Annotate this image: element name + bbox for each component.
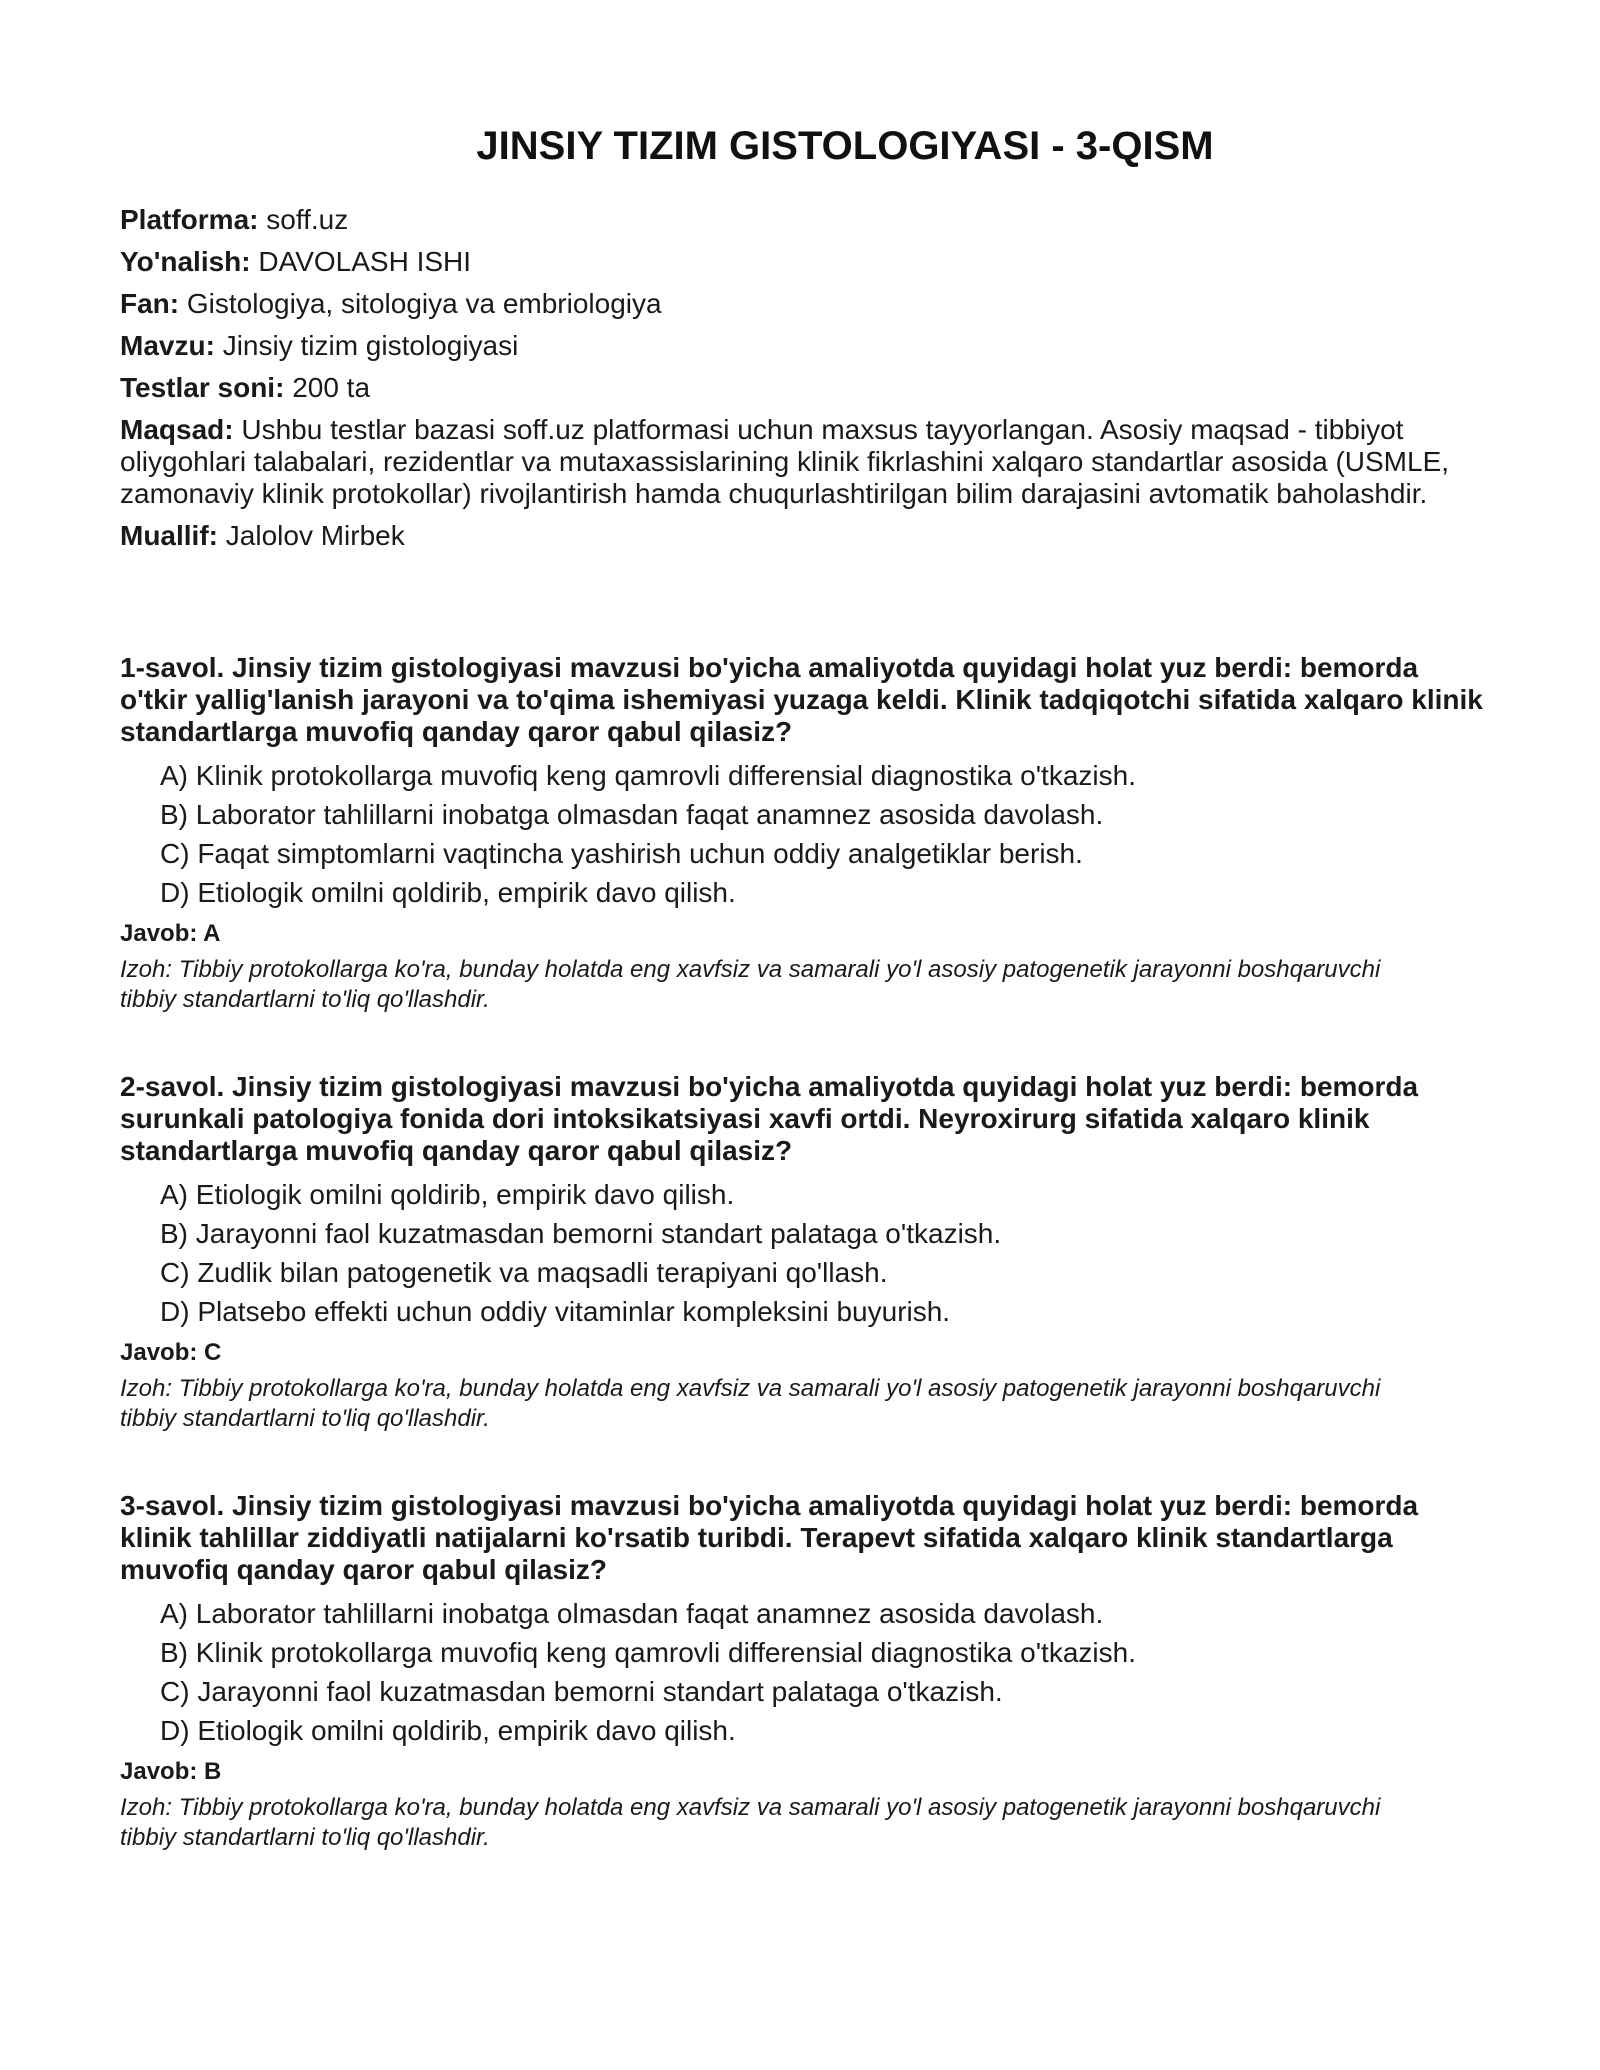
- option-c: C) Faqat simptomlarni vaqtincha yashirish uchun oddiy analgetiklar berish.: [160, 838, 1083, 869]
- meta-direction: [120, 246, 1490, 278]
- option-b: B) Jarayonni faol kuzatmasdan bemorni standart palataga o'tkazish.: [160, 1218, 1002, 1249]
- meta-label: Maqsad:: [120, 414, 234, 445]
- answer-options: [120, 1598, 1490, 1747]
- option-a: A) Etiologik omilni qoldirib, empirik davo qilish.: [160, 1179, 735, 1210]
- meta-label: Yo'nalish:: [120, 246, 251, 277]
- meta-subject: [120, 288, 1490, 320]
- option-a: A) Klinik protokollarga muvofiq keng qamrovli differensial diagnostika o'tkazish.: [160, 760, 1136, 791]
- document-title: JINSIY TIZIM GISTOLOGIYASI - 3-QISM: [476, 124, 1214, 168]
- question-1: [120, 652, 1490, 1015]
- meta-label: Muallif:: [120, 520, 218, 551]
- meta-label: Fan:: [120, 288, 180, 319]
- document-page: [120, 118, 1490, 1909]
- meta-author: [120, 520, 1490, 552]
- question-text: 1-savol. Jinsiy tizim gistologiyasi mavzusi bo'yicha amaliyotda quyidagi holat yuz berdi: bemorda o'tkir yallig'lanish jarayoni va to'qima ishemiyasi yuzaga keldi. Klinik tadqiqotchi sifatida xalqaro klinik standartlarga muvofiq qanday qaror qabul qilasiz?: [120, 652, 1483, 747]
- explanation: Izoh: Tibbiy protokollarga ko'ra, bunday holatda eng xavfsiz va samarali yo'l asosiy patogenetik jarayonni boshqaruvchi tibbiy standartlarni to'liq qo'llashdir.: [120, 956, 1381, 1013]
- correct-answer: Javob: C: [120, 1339, 222, 1366]
- option-a: A) Laborator tahlillarni inobatga olmasdan faqat anamnez asosida davolash.: [160, 1598, 1104, 1629]
- option-b: B) Laborator tahlillarni inobatga olmasdan faqat anamnez asosida davolash.: [160, 799, 1104, 830]
- meta-test-count: [120, 372, 1490, 404]
- option-c: C) Zudlik bilan patogenetik va maqsadli terapiyani qo'llash.: [160, 1257, 888, 1288]
- meta-label: Testlar soni:: [120, 372, 285, 403]
- option-b: B) Klinik protokollarga muvofiq keng qamrovli differensial diagnostika o'tkazish.: [160, 1637, 1136, 1668]
- meta-label: Mavzu:: [120, 330, 215, 361]
- meta-value: soff.uz: [266, 204, 349, 235]
- correct-answer: Javob: A: [120, 920, 221, 947]
- question-3: [120, 1490, 1490, 1853]
- question-text: 3-savol. Jinsiy tizim gistologiyasi mavzusi bo'yicha amaliyotda quyidagi holat yuz berdi: bemorda klinik tahlillar ziddiyatli natijalarni ko'rsatib turibdi. Terapevt sifatida xalqaro klinik standartlarga muvofiq qanday qaror qabul qilasiz?: [120, 1490, 1419, 1585]
- meta-goal: [120, 414, 1490, 510]
- meta-value: Jinsiy tizim gistologiyasi: [222, 330, 519, 361]
- explanation: Izoh: Tibbiy protokollarga ko'ra, bunday holatda eng xavfsiz va samarali yo'l asosiy patogenetik jarayonni boshqaruvchi tibbiy standartlarni to'liq qo'llashdir.: [120, 1375, 1381, 1432]
- answer-options: [120, 760, 1490, 909]
- section-spacer: [120, 562, 1490, 652]
- option-c: C) Jarayonni faol kuzatmasdan bemorni standart palataga o'tkazish.: [160, 1676, 1003, 1707]
- option-d: D) Platsebo effekti uchun oddiy vitaminlar kompleksini buyurish.: [160, 1296, 951, 1327]
- meta-label: Platforma:: [120, 204, 259, 235]
- metadata-block: [120, 204, 1490, 552]
- meta-value: Gistologiya, sitologiya va embriologiya: [186, 288, 662, 319]
- meta-value: DAVOLASH ISHI: [258, 246, 472, 277]
- meta-topic: [120, 330, 1490, 362]
- question-2: [120, 1071, 1490, 1434]
- correct-answer: Javob: B: [120, 1758, 222, 1785]
- meta-platform: [120, 204, 1490, 236]
- option-d: D) Etiologik omilni qoldirib, empirik davo qilish.: [160, 1715, 736, 1746]
- explanation: Izoh: Tibbiy protokollarga ko'ra, bunday holatda eng xavfsiz va samarali yo'l asosiy patogenetik jarayonni boshqaruvchi tibbiy standartlarni to'liq qo'llashdir.: [120, 1794, 1381, 1851]
- meta-value: 200 ta: [292, 372, 371, 403]
- answer-options: [120, 1179, 1490, 1328]
- option-d: D) Etiologik omilni qoldirib, empirik davo qilish.: [160, 877, 736, 908]
- meta-value: Jalolov Mirbek: [225, 520, 405, 551]
- question-text: 2-savol. Jinsiy tizim gistologiyasi mavzusi bo'yicha amaliyotda quyidagi holat yuz berdi: bemorda surunkali patologiya fonida dori intoksikatsiyasi xavfi ortdi. Neyroxirurg sifatida xalqaro klinik standartlarga muvofiq qanday qaror qabul qilasiz?: [120, 1071, 1419, 1166]
- meta-value: Ushbu testlar bazasi soff.uz platformasi uchun maxsus tayyorlangan. Asosiy maqsad - tibbiyot oliygohlari talabalari, rezidentlar va mutaxassislarining klinik fikrlashini xalqaro standartlar asosida (USMLE, zamonaviy klinik protokollar) rivojlantirish hamda chuqurlashtirilgan bilim darajasini avtomatik baholashdir.: [120, 414, 1450, 509]
